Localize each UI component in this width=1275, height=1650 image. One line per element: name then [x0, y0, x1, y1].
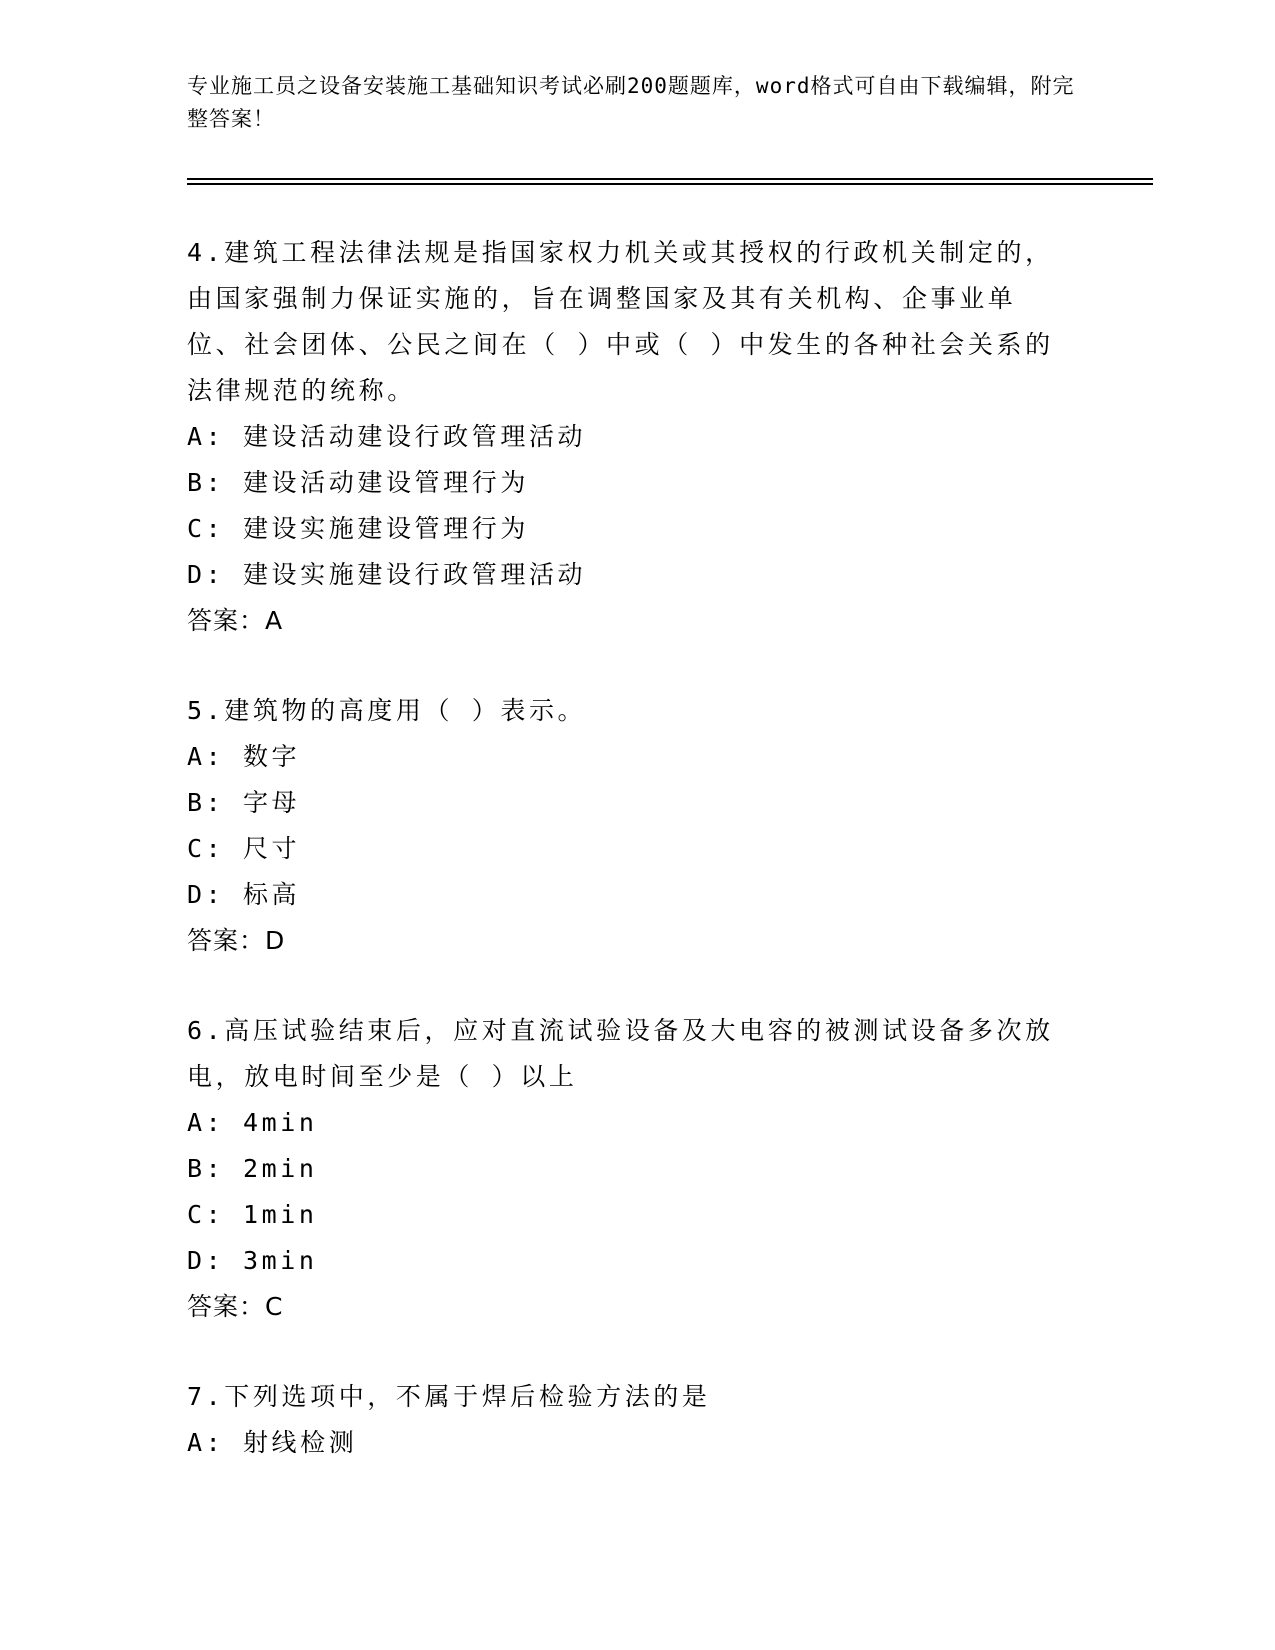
question-stem: 5.建筑物的高度用（ ）表示。: [187, 696, 587, 725]
question-5: [187, 688, 1067, 964]
question-list: [187, 230, 1067, 1510]
option-a: A: 数字: [187, 742, 301, 771]
option-a: A: 射线检测: [187, 1428, 358, 1457]
question-6: [187, 1008, 1067, 1330]
question-stem: 4.建筑工程法律法规是指国家权力机关或其授权的行政机关制定的，由国家强制力保证实施的，旨在调整国家及其有关机构、企事业单位、社会团体、公民之间在（ ）中或（ ）中发生的各种社会关系的法律规范的统称。: [187, 238, 1054, 405]
option-c: C: 建设实施建设管理行为: [187, 514, 529, 543]
header-divider-bottom: [187, 183, 1153, 185]
option-a: A: 建设活动建设行政管理活动: [187, 422, 587, 451]
option-b: B: 建设活动建设管理行为: [187, 468, 529, 497]
option-d: D: 建设实施建设行政管理活动: [187, 560, 587, 589]
option-list: [187, 1420, 1067, 1466]
option-d: D: 3min: [187, 1246, 318, 1275]
option-a: A: 4min: [187, 1108, 318, 1137]
option-list: [187, 414, 1067, 598]
option-list: [187, 1100, 1067, 1284]
header-divider-top: [187, 178, 1153, 180]
option-b: B: 字母: [187, 788, 301, 817]
option-list: [187, 734, 1067, 918]
question-stem: 7.下列选项中，不属于焊后检验方法的是: [187, 1382, 711, 1411]
answer-text: 答案：A: [187, 606, 284, 635]
question-7: [187, 1374, 1067, 1466]
document-title: 专业施工员之设备安装施工基础知识考试必刷200题题库，word格式可自由下载编辑，附完整答案！: [187, 74, 1075, 131]
option-b: B: 2min: [187, 1154, 318, 1183]
question-stem: 6.高压试验结束后，应对直流试验设备及大电容的被测试设备多次放电，放电时间至少是（ ）以上: [187, 1016, 1054, 1091]
option-d: D: 标高: [187, 880, 301, 909]
option-c: C: 尺寸: [187, 834, 301, 863]
option-c: C: 1min: [187, 1200, 318, 1229]
answer-text: 答案：D: [187, 926, 286, 955]
answer-text: 答案：C: [187, 1292, 284, 1321]
question-4: [187, 230, 1067, 644]
document-header: [187, 70, 1087, 136]
